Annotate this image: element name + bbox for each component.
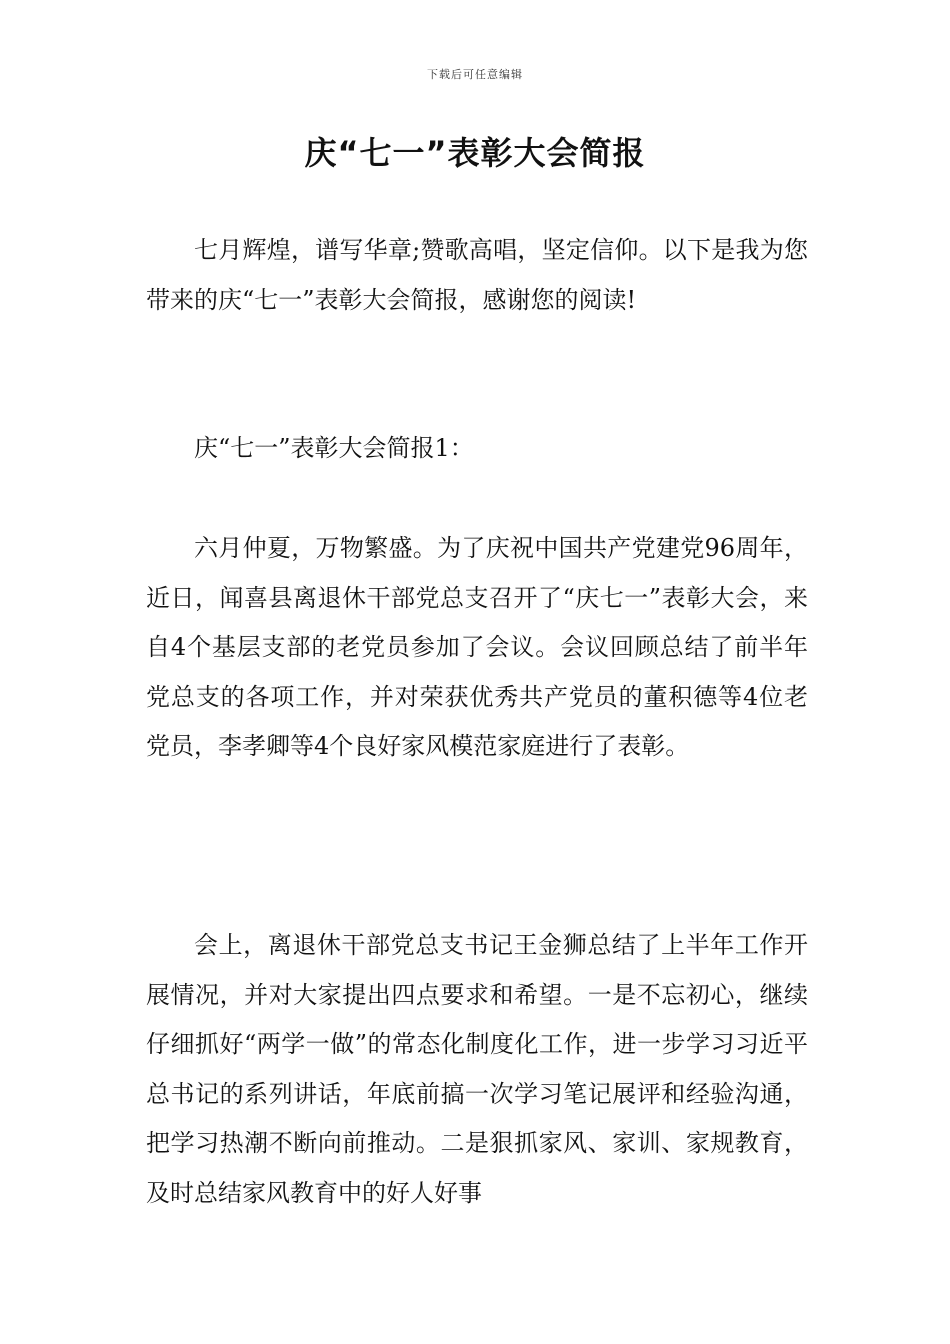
document-title: 庆“七一”表彰大会简报	[304, 134, 646, 172]
header-note: 下载后可任意编辑	[427, 68, 523, 81]
body-paragraph-1: 六月仲夏，万物繁盛。为了庆祝中国共产党建党96周年，近日，闻喜县离退休干部党总支召开了“庆七一”表彰大会，来自4个基层支部的老党员参加了会议。会议回顾总结了前半年党总支的各项工作，并对荣获优秀共产党员的董积德等4位老党员，李孝卿等4个良好家风模范家庭进行了表彰。	[146, 534, 808, 760]
body-paragraph-2: 会上，离退休干部党总支书记王金狮总结了上半年工作开展情况，并对大家提出四点要求和希望。一是不忘初心，继续仔细抓好“两学一做”的常态化制度化工作，进一步学习习近平总书记的系列讲话，年底前搞一次学习笔记展评和经验沟通，把学习热潮不断向前推动。二是狠抓家风、家训、家规教育，及时总结家风教育中的好人好事	[146, 931, 808, 1207]
section-subtitle: 庆“七一”表彰大会简报1：	[194, 434, 474, 462]
intro-paragraph: 七月辉煌，谱写华章;赞歌高唱，坚定信仰。以下是我为您带来的庆“七一”表彰大会简报，感谢您的阅读!	[146, 236, 808, 314]
